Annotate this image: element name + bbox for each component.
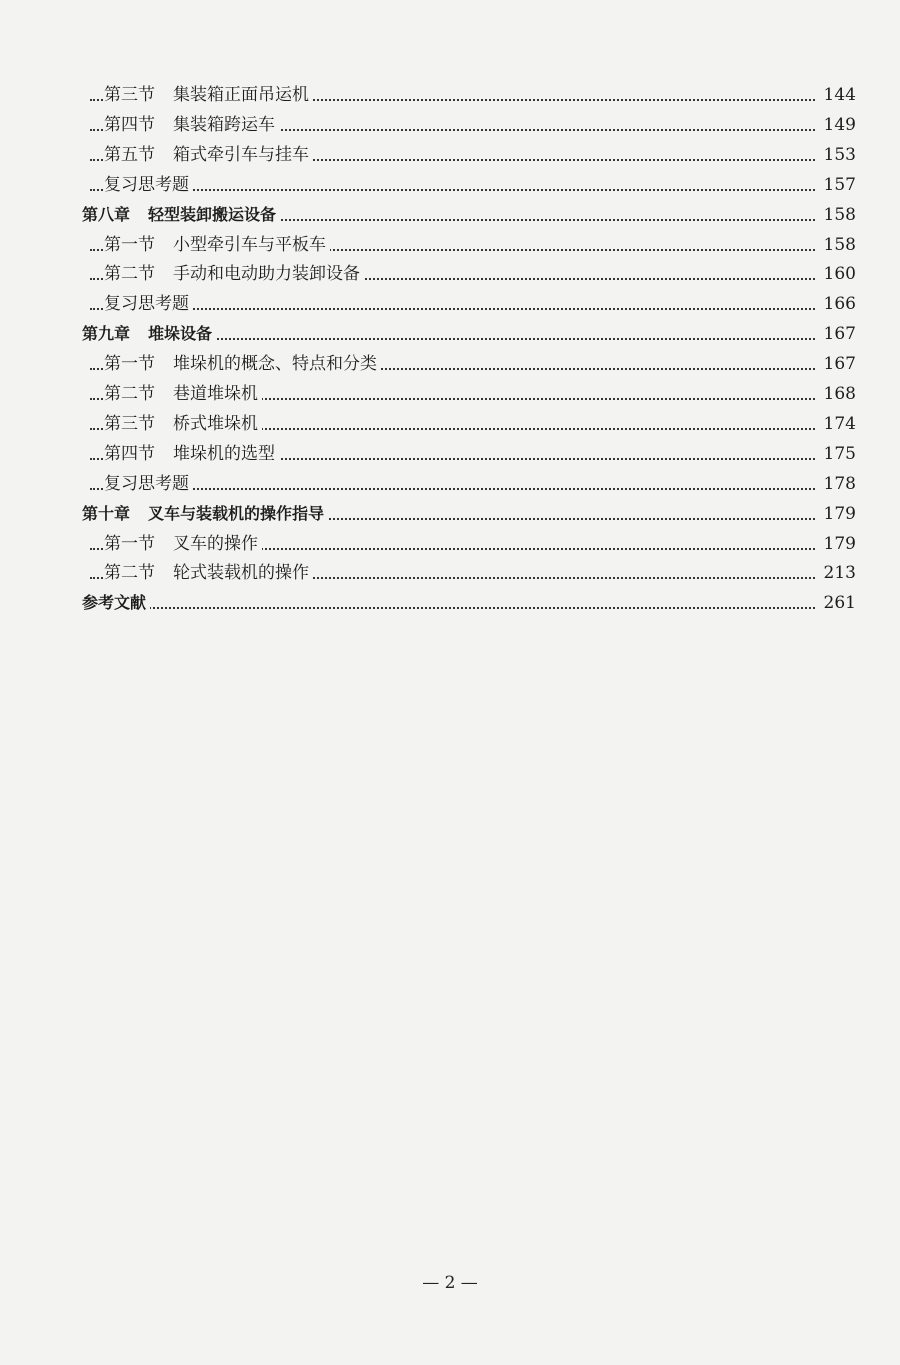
toc-entry-label: 第一节 — [104, 533, 155, 554]
toc-entry-label: 第三节 — [104, 413, 155, 434]
toc-section-entry — [0, 529, 900, 559]
toc-entry-text: 轮式装载机的操作 — [173, 563, 309, 584]
toc-entry-title — [104, 80, 313, 110]
toc-entry-label: 第二节 — [104, 563, 155, 584]
toc-page-number: 174 — [816, 409, 856, 439]
toc-entry-text: 集装箱正面吊运机 — [173, 85, 309, 105]
toc-page-number: 168 — [816, 379, 856, 409]
toc-section-entry — [0, 289, 900, 319]
toc-page-number: 158 — [816, 200, 856, 230]
toc-entry-title — [104, 529, 262, 559]
toc-page-number: 166 — [816, 289, 856, 319]
dot-leader — [90, 308, 818, 310]
toc-entry-label: 第五节 — [104, 144, 155, 165]
toc-section-entry — [0, 439, 900, 469]
toc-entry-label: 第二节 — [104, 384, 155, 404]
toc-entry-title — [104, 379, 262, 409]
toc-entry-title — [82, 588, 150, 618]
toc-entry-text: 巷道堆垛机 — [173, 384, 258, 404]
toc-entry-title — [104, 349, 381, 379]
toc-entry-label: 第一节 — [104, 234, 155, 255]
toc-entry-title — [104, 439, 279, 469]
toc-entry-title — [104, 289, 193, 319]
toc-entry-text: 集装箱跨运车 — [173, 114, 275, 135]
toc-page-number: 149 — [816, 110, 856, 140]
toc-page-number: 175 — [816, 439, 856, 469]
toc-section-entry — [0, 110, 900, 140]
toc-section-entry — [0, 558, 900, 588]
toc-page-number: 160 — [816, 259, 856, 289]
toc-entry-label: 第四节 — [104, 443, 155, 464]
toc-section-entry — [0, 230, 900, 260]
toc-entry-title — [104, 409, 262, 439]
toc-chapter-entry — [0, 200, 900, 230]
toc-section-entry — [0, 379, 900, 409]
toc-entry-text: 堆垛机的选型 — [173, 443, 275, 464]
dot-leader — [90, 607, 818, 609]
toc-section-entry — [0, 170, 900, 200]
toc-chapter-entry — [0, 588, 900, 618]
toc-page-number: 157 — [816, 170, 856, 200]
toc-entry-title — [104, 259, 364, 289]
toc-entry-title — [82, 499, 328, 529]
toc-entry-label: 第四节 — [104, 114, 155, 135]
toc-entry-label: 第三节 — [104, 85, 155, 105]
toc-page-number: 261 — [816, 588, 856, 618]
toc-page-number: 178 — [816, 469, 856, 499]
page-number: — 2 — — [422, 1273, 478, 1293]
toc-page-number: 144 — [816, 80, 856, 110]
toc-entry-text: 小型牵引车与平板车 — [173, 234, 326, 255]
toc-entry-text: 轻型装卸搬运设备 — [148, 204, 277, 224]
toc-section-entry — [0, 140, 900, 170]
toc-entry-text: 堆垛机的概念、特点和分类 — [173, 354, 377, 375]
toc-page-number: 167 — [816, 319, 856, 349]
toc-section-entry — [0, 469, 900, 499]
toc-entry-title — [104, 110, 279, 140]
toc-entry-title — [104, 230, 330, 260]
dot-leader — [90, 189, 818, 191]
toc-entry-text: 复习思考题 — [104, 174, 189, 195]
toc-section-entry — [0, 259, 900, 289]
toc-entry-label: 第二节 — [104, 264, 155, 285]
toc-page-number: 167 — [816, 349, 856, 379]
dot-leader — [90, 488, 818, 490]
toc-section-entry — [0, 349, 900, 379]
toc-page-number: 179 — [816, 529, 856, 559]
toc-entry-title — [104, 140, 313, 170]
toc-entry-text: 叉车与装载机的操作指导 — [148, 503, 325, 523]
toc-entry-label: 第十章 — [82, 503, 131, 523]
toc-entry-text: 复习思考题 — [104, 294, 189, 315]
toc-section-entry — [0, 80, 900, 110]
toc-page-number: 213 — [816, 558, 856, 588]
toc-entry-title — [104, 558, 313, 588]
toc-section-entry — [0, 409, 900, 439]
toc-entry-text: 桥式堆垛机 — [173, 413, 258, 434]
toc-entry-title — [104, 170, 193, 200]
toc-page-number: 153 — [816, 140, 856, 170]
toc-entry-label: 第八章 — [82, 204, 131, 224]
toc-entry-label: 第九章 — [82, 324, 131, 344]
toc-entry-text: 箱式牵引车与挂车 — [173, 144, 309, 165]
toc-chapter-entry — [0, 319, 900, 349]
toc-entry-title — [82, 200, 280, 230]
toc-entry-title — [82, 319, 216, 349]
toc-entry-text: 手动和电动助力装卸设备 — [173, 264, 360, 285]
toc-entry-text: 复习思考题 — [104, 473, 189, 494]
toc-entry-text: 叉车的操作 — [173, 533, 258, 554]
toc-entry-text: 堆垛设备 — [148, 324, 213, 344]
toc-entry-text: 参考文献 — [82, 593, 147, 613]
toc-page-number: 179 — [816, 499, 856, 529]
toc-chapter-entry — [0, 499, 900, 529]
toc-page-number: 158 — [816, 230, 856, 260]
toc-entry-title — [104, 469, 193, 499]
toc-entry-label: 第一节 — [104, 354, 155, 375]
